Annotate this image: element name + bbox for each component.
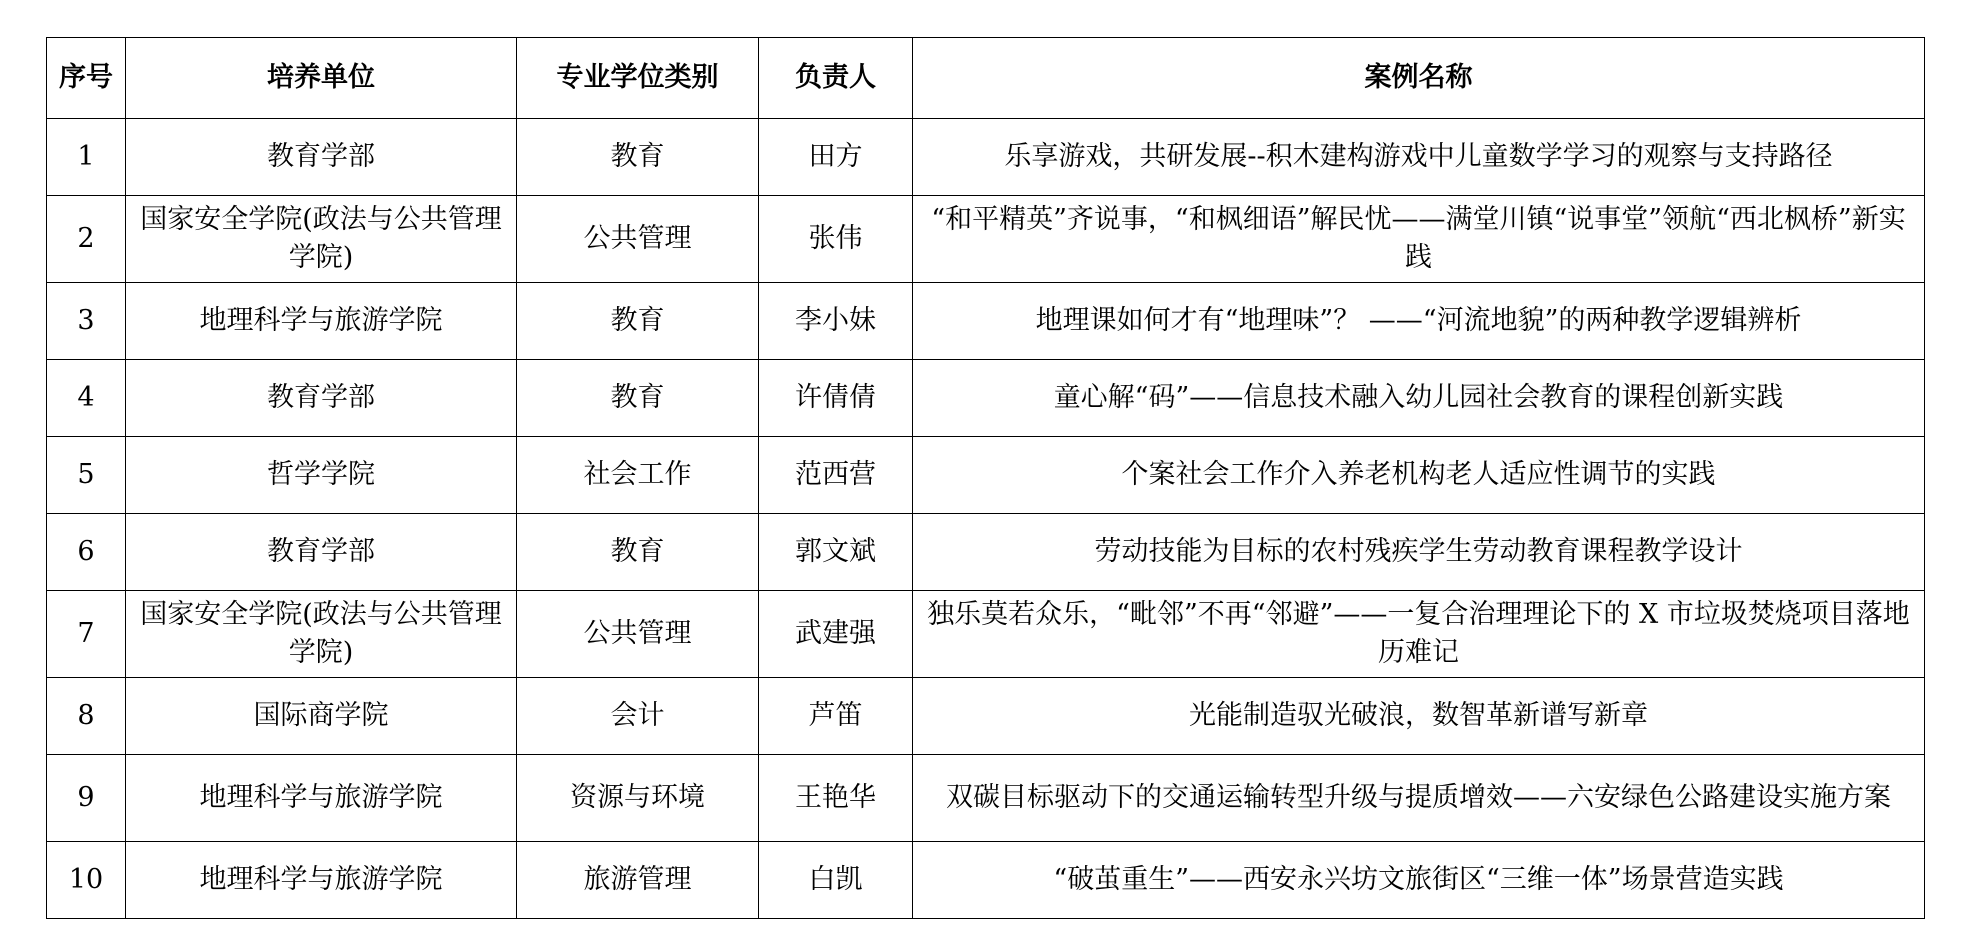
cell-training-unit: 教育学部 [126, 360, 517, 437]
cell-training-unit: 国家安全学院(政法与公共管理学院) [126, 591, 517, 678]
cell-case-title: 光能制造驭光破浪，数智革新谱写新章 [913, 678, 1925, 755]
cell-serial-number: 3 [47, 283, 126, 360]
cell-leader: 郭文斌 [759, 514, 913, 591]
table-row [47, 842, 1925, 919]
cell-case-title: 地理课如何才有“地理味”？ ——“河流地貌”的两种教学逻辑辨析 [913, 283, 1925, 360]
cell-serial-number: 9 [47, 755, 126, 842]
cell-training-unit: 哲学学院 [126, 437, 517, 514]
cell-leader: 张伟 [759, 196, 913, 283]
cell-serial-number: 10 [47, 842, 126, 919]
cell-serial-number: 5 [47, 437, 126, 514]
cell-serial-number: 1 [47, 119, 126, 196]
cell-leader: 武建强 [759, 591, 913, 678]
cell-degree-category: 公共管理 [517, 591, 759, 678]
header-training-unit: 培养单位 [126, 38, 517, 119]
header-serial-number: 序号 [47, 38, 126, 119]
cell-degree-category: 教育 [517, 283, 759, 360]
table-row [47, 283, 1925, 360]
cell-case-title: 劳动技能为目标的农村残疾学生劳动教育课程教学设计 [913, 514, 1925, 591]
cell-degree-category: 资源与环境 [517, 755, 759, 842]
cell-case-title: “和平精英”齐说事，“和枫细语”解民忧——满堂川镇“说事堂”领航“西北枫桥”新实践 [913, 196, 1925, 283]
cell-leader: 李小妹 [759, 283, 913, 360]
table-row [47, 360, 1925, 437]
cell-degree-category: 旅游管理 [517, 842, 759, 919]
cell-serial-number: 4 [47, 360, 126, 437]
header-row [47, 38, 1925, 119]
cell-case-title: 乐享游戏，共研发展--积木建构游戏中儿童数学学习的观察与支持路径 [913, 119, 1925, 196]
cell-degree-category: 教育 [517, 360, 759, 437]
cell-training-unit: 地理科学与旅游学院 [126, 755, 517, 842]
cell-degree-category: 教育 [517, 119, 759, 196]
cell-degree-category: 公共管理 [517, 196, 759, 283]
cell-serial-number: 7 [47, 591, 126, 678]
table-row [47, 678, 1925, 755]
cell-leader: 白凯 [759, 842, 913, 919]
cell-training-unit: 教育学部 [126, 514, 517, 591]
table-row [47, 437, 1925, 514]
case-list-table [46, 37, 1925, 919]
cell-training-unit: 国家安全学院(政法与公共管理学院) [126, 196, 517, 283]
cell-leader: 许倩倩 [759, 360, 913, 437]
table-row [47, 119, 1925, 196]
cell-training-unit: 教育学部 [126, 119, 517, 196]
cell-leader: 田方 [759, 119, 913, 196]
header-case-title: 案例名称 [913, 38, 1925, 119]
cell-degree-category: 会计 [517, 678, 759, 755]
cell-degree-category: 社会工作 [517, 437, 759, 514]
cell-leader: 王艳华 [759, 755, 913, 842]
cell-case-title: 双碳目标驱动下的交通运输转型升级与提质增效——六安绿色公路建设实施方案 [913, 755, 1925, 842]
cell-leader: 范西营 [759, 437, 913, 514]
cell-case-title: 独乐莫若众乐，“毗邻”不再“邻避”——一复合治理理论下的 X 市垃圾焚烧项目落地历难记 [913, 591, 1925, 678]
cell-case-title: 个案社会工作介入养老机构老人适应性调节的实践 [913, 437, 1925, 514]
cell-degree-category: 教育 [517, 514, 759, 591]
cell-case-title: “破茧重生”——西安永兴坊文旅街区“三维一体”场景营造实践 [913, 842, 1925, 919]
header-leader: 负责人 [759, 38, 913, 119]
cell-training-unit: 地理科学与旅游学院 [126, 283, 517, 360]
cell-training-unit: 地理科学与旅游学院 [126, 842, 517, 919]
cell-serial-number: 8 [47, 678, 126, 755]
table-row [47, 196, 1925, 283]
cell-leader: 芦笛 [759, 678, 913, 755]
cell-serial-number: 6 [47, 514, 126, 591]
table-row [47, 755, 1925, 842]
cell-case-title: 童心解“码”——信息技术融入幼儿园社会教育的课程创新实践 [913, 360, 1925, 437]
header-degree-category: 专业学位类别 [517, 38, 759, 119]
cell-training-unit: 国际商学院 [126, 678, 517, 755]
table-row [47, 514, 1925, 591]
table-row [47, 591, 1925, 678]
cell-serial-number: 2 [47, 196, 126, 283]
